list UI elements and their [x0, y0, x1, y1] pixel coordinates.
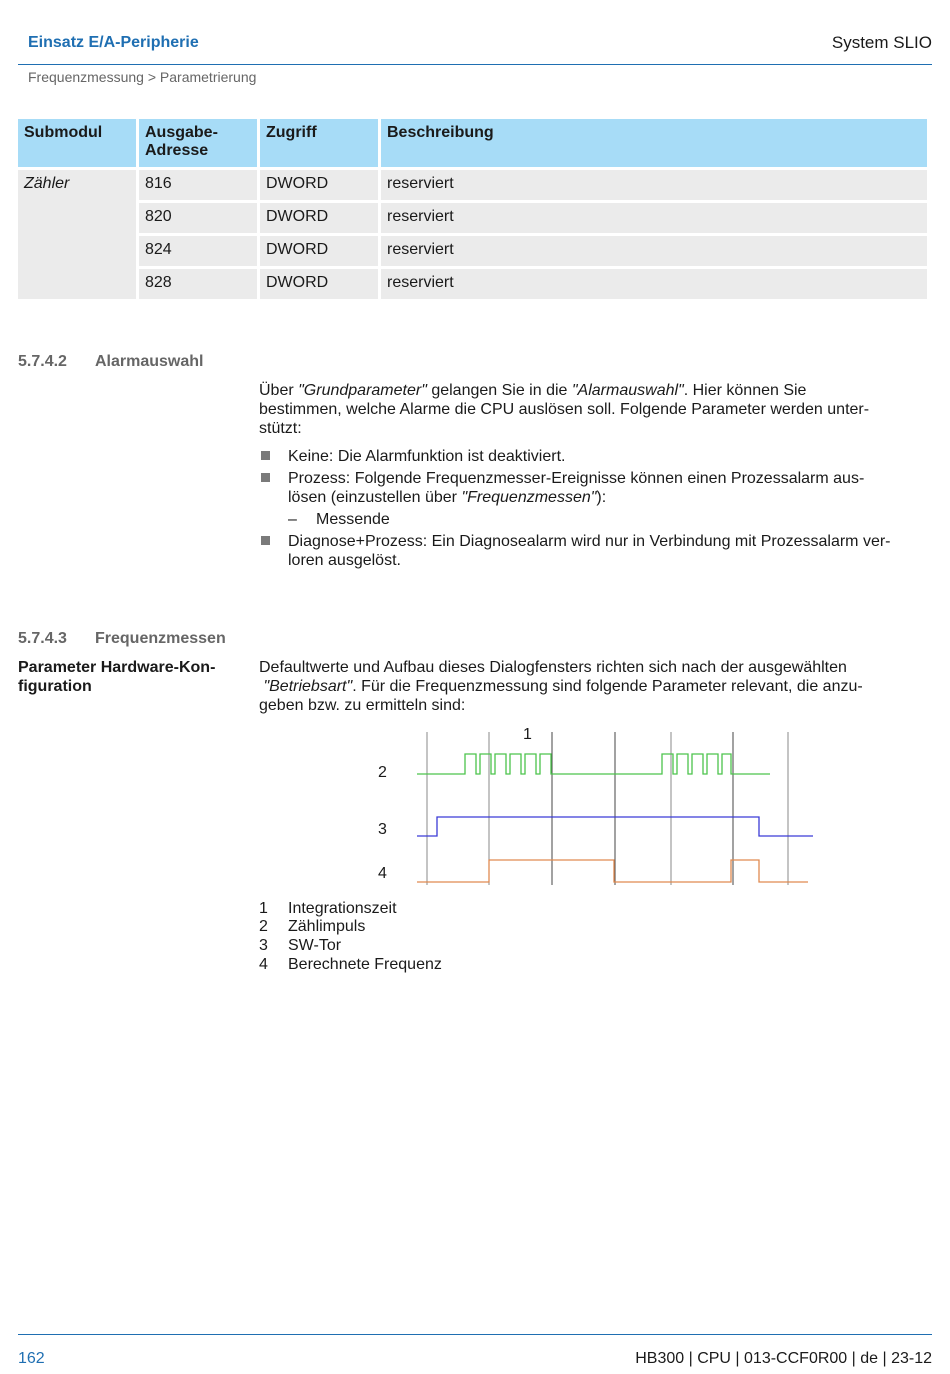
description-cell: reserviert — [381, 170, 927, 200]
frequency-signal-line — [417, 860, 808, 882]
table-row — [18, 170, 927, 200]
timing-diagram — [360, 720, 830, 895]
table-row — [18, 236, 927, 266]
footer-divider — [18, 1334, 932, 1335]
col-header-access: Zugriff — [260, 119, 378, 167]
diagram-label-2: 2 — [378, 764, 387, 781]
address-table — [15, 116, 930, 302]
diagram-grid-lines — [427, 732, 788, 885]
address-cell: 816 — [139, 170, 257, 200]
freq-intro: Defaultwerte und Aufbau dieses Dialogfensters richten sich nach der ausgewählten "Betriebsart". Für die Frequenzmessung sind folgende Parameter relevant, die anzu- geben bzw. zu ermitteln sind: — [259, 659, 863, 714]
legend-item: 1 Integrationszeit — [259, 900, 397, 917]
table-row — [18, 203, 927, 233]
pulse-signal-line — [417, 754, 770, 774]
side-heading-hw-config: Parameter Hardware-Kon- figuration — [18, 659, 216, 695]
alarm-option-diagnose-process: Diagnose+Prozess: Ein Diagnosealarm wird nur in Verbindung mit Prozessalarm ver- loren ausgelöst. — [288, 533, 891, 569]
header-product: System SLIO — [831, 33, 932, 52]
table-header-row — [18, 119, 927, 167]
bullet-square-icon — [261, 473, 270, 482]
description-cell: reserviert — [381, 269, 927, 299]
alarm-intro-line2: bestimmen, welche Alarme die CPU auslösen soll. Folgende Parameter werden unter- — [259, 401, 870, 418]
diagram-label-3: 3 — [378, 821, 387, 838]
section-number-alarm: 5.7.4.2 — [18, 353, 67, 370]
legend-item: 4 Berechnete Frequenz — [259, 956, 442, 973]
col-header-description: Beschreibung — [381, 119, 927, 167]
address-cell: 828 — [139, 269, 257, 299]
section-title-alarm: Alarmauswahl — [95, 353, 204, 370]
bullet-square-icon — [261, 536, 270, 545]
header-section-title: Einsatz E/A-Peripherie — [28, 34, 199, 51]
legend-item: 3 SW-Tor — [259, 937, 342, 954]
legend-item: 2 Zählimpuls — [259, 918, 366, 935]
bullet-square-icon — [261, 451, 270, 460]
alarm-intro-line1: Über "Grundparameter" gelangen Sie in die "Alarmauswahl". Hier können Sie — [259, 382, 807, 399]
address-cell: 824 — [139, 236, 257, 266]
alarm-option-none: Keine: Die Alarmfunktion ist deaktiviert. — [288, 448, 566, 465]
col-header-submodule: Submodul — [18, 119, 136, 167]
table-row — [18, 269, 927, 299]
access-cell: DWORD — [260, 236, 378, 266]
diagram-label-1: 1 — [523, 726, 532, 743]
breadcrumb: Frequenzmessung > Parametrierung — [28, 69, 257, 85]
alarm-sub-item-measure-end: Messende — [316, 511, 390, 528]
description-cell: reserviert — [381, 236, 927, 266]
alarm-intro — [259, 381, 939, 438]
description-cell: reserviert — [381, 203, 927, 233]
alarm-option-process: Prozess: Folgende Frequenzmesser-Ereignisse können einen Prozessalarm aus- lösen (einzustellen über "Frequenzmessen"): — [288, 470, 865, 506]
section-number-freq: 5.7.4.3 — [18, 630, 67, 647]
section-title-freq: Frequenzmessen — [95, 630, 226, 647]
document-id: HB300 | CPU | 013-CCF0R00 | de | 23-12 — [635, 1350, 932, 1367]
diagram-label-4: 4 — [378, 865, 387, 882]
address-cell: 820 — [139, 203, 257, 233]
page-number: 162 — [18, 1350, 45, 1367]
access-cell: DWORD — [260, 203, 378, 233]
alarm-intro-line3: stützt: — [259, 420, 302, 437]
access-cell: DWORD — [260, 170, 378, 200]
access-cell: DWORD — [260, 269, 378, 299]
submodule-cell: Zähler — [18, 170, 136, 299]
dash-marker: – — [288, 511, 297, 528]
header-divider — [18, 64, 932, 65]
col-header-address: Ausgabe- Adresse — [139, 119, 257, 167]
